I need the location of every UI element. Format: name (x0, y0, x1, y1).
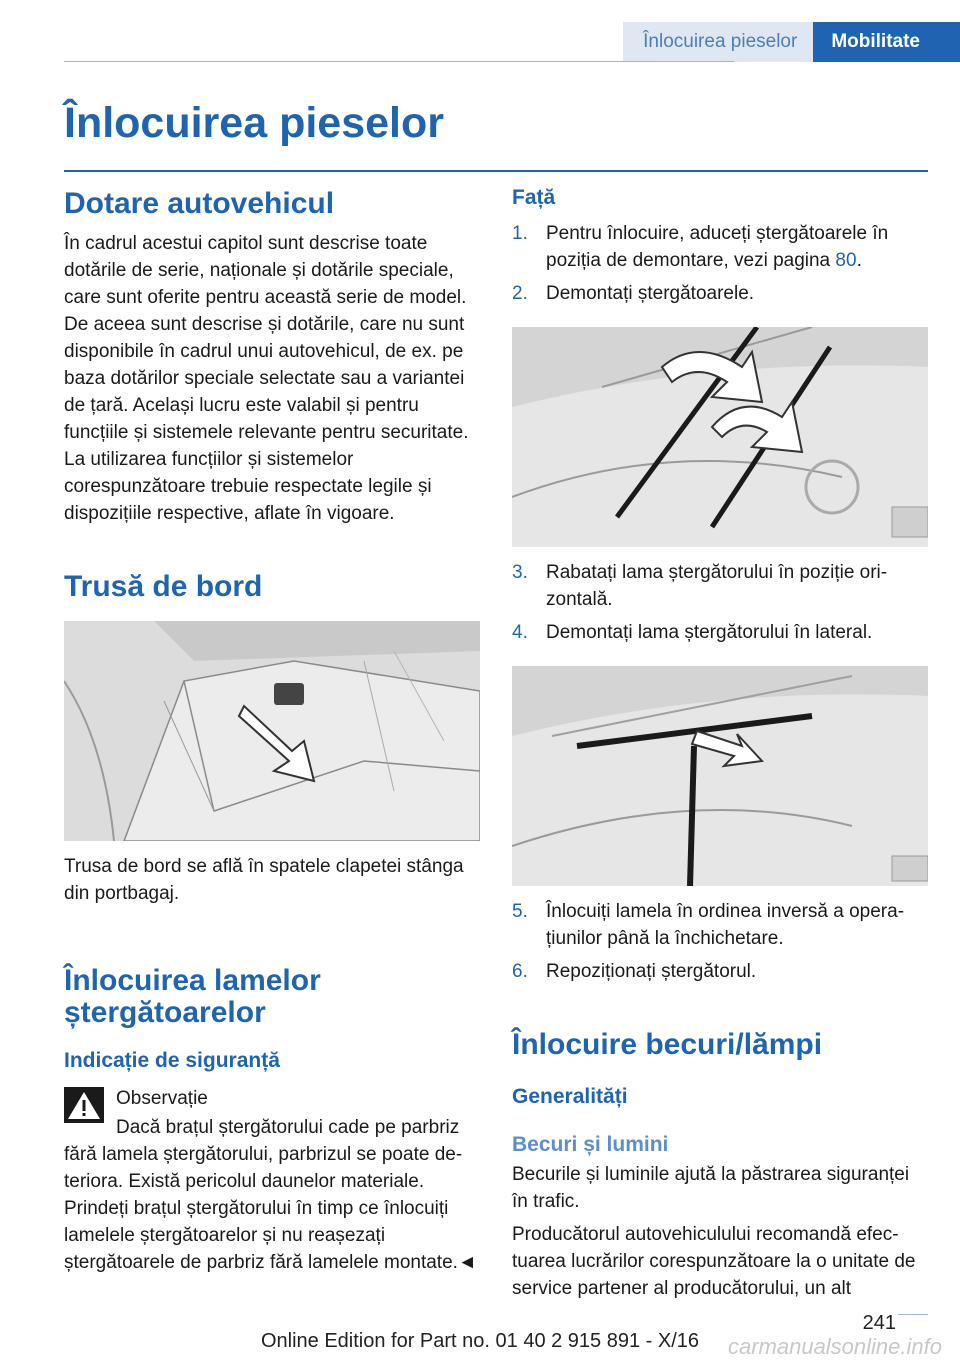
warning-triangle-icon (64, 1087, 104, 1123)
equipment-heading: Dotare autovehicul (64, 187, 335, 220)
wiper-removal-illustration (512, 327, 928, 547)
steps-list-b (512, 559, 928, 646)
right-column (512, 180, 928, 1302)
footer-edition: Online Edition for Part no. 01 40 2 915 891 - X/16 (260, 1330, 700, 1352)
footer-rule (898, 1314, 928, 1315)
step-number: 1. (512, 223, 528, 244)
wiper-remove-figure (512, 327, 928, 547)
step-number: 5. (512, 901, 528, 922)
section-tab: Înlocuirea pieselor (623, 22, 813, 62)
warning-body: Dacă brațul ștergătorului cade pe parbriz fără lamela ștergătorului, parbrizul se poate deteriora. Există pericolul daunelor materiale. Prindeți brațul ștergătorului în timp ce înlocuiți lamelele ștergătoarelor și nu reașezați ștergătoarele de parbriz fără lamelele montate.◄ (64, 1117, 477, 1273)
equipment-text: În cadrul acestui capitol sunt descrise toate dotările de serie, naționale și dotările speciale, care sunt oferite pentru această serie de model. De aceea sunt descrise și dotările, care nu sunt disponibile în cadrul unui autovehicul, de ex. pe baza dotărilor speciale selectate sau a variantei de țară. Același lucru este valabil și pentru funcțiile și sistemele relevante pentru securitate. La utilizarea funcțiilor și sistemelor corespunzătoare trebuie respectate legile și dispozițiile respective, aflate în vigoare. (64, 233, 469, 524)
toolkit-text: Trusa de bord se află în spatele clapetei stânga din portbagaj. (64, 856, 464, 904)
step-number: 4. (512, 622, 528, 643)
safety-heading: Indicație de siguranță (64, 1049, 280, 1072)
step-item (512, 280, 928, 307)
step-number: 6. (512, 961, 528, 982)
step-item (512, 898, 928, 952)
step-number: 2. (512, 283, 528, 304)
bulbs-subheading: Becuri și lumini (512, 1133, 669, 1156)
wiper-blade-illustration (512, 666, 928, 886)
page-number: 241 (862, 1312, 896, 1334)
step-item (512, 619, 928, 646)
trunk-illustration (64, 621, 480, 841)
warning-text (64, 1114, 480, 1276)
page-title: Înlocuirea pieselor (64, 99, 444, 147)
wiper-heading-line2: ștergătoarelor (64, 996, 266, 1029)
left-column (64, 180, 480, 1276)
step-text: Pentru înlocuire, aduceți ștergătoarele în poziția de demontare, vezi pagina (546, 223, 889, 271)
bulbs-heading: Înlocuire becuri/lămpi (512, 1028, 823, 1061)
front-heading: Față (512, 186, 556, 209)
step-item (512, 958, 928, 985)
toolkit-heading: Trusă de bord (64, 570, 263, 603)
bulbs-text-2: Producătorul autovehiculului recomandă efectuarea lucrărilor corespunzătoare la o unitate de service partener al producătorului, un alt (512, 1224, 916, 1299)
watermark: carmanualsonline.info (727, 1334, 942, 1359)
step-item (512, 220, 928, 274)
step-text-end: . (856, 250, 862, 271)
toolkit-figure (64, 621, 480, 841)
header-rule (64, 61, 734, 62)
step-text: Demontați ștergătoarele. (546, 283, 755, 304)
warning-title: Observație (116, 1088, 208, 1109)
header-tabs (623, 22, 960, 62)
wiper-heading-line1: Înlocuirea lamelor (64, 964, 321, 997)
steps-list-a (512, 220, 928, 307)
title-rule (64, 170, 928, 172)
page-link[interactable]: 80 (835, 250, 857, 271)
steps-list-c (512, 898, 928, 985)
step-text: Rabatați lama ștergătorului în poziție orizontală. (546, 562, 888, 610)
general-heading: Generalități (512, 1085, 628, 1108)
step-text: Înlocuiți lamela în ordinea inversă a operațiunilor până la închichetare. (546, 901, 905, 949)
bulbs-text-1: Becurile și luminile ajută la păstrarea siguranței în trafic. (512, 1164, 910, 1212)
step-text: Repoziționați ștergătorul. (546, 961, 757, 982)
step-item (512, 559, 928, 613)
step-text: Demontați lama ștergătorului în lateral. (546, 622, 873, 643)
step-number: 3. (512, 562, 528, 583)
warning-note (64, 1085, 480, 1112)
chapter-tab: Mobilitate (813, 22, 960, 62)
wiper-blade-figure (512, 666, 928, 886)
